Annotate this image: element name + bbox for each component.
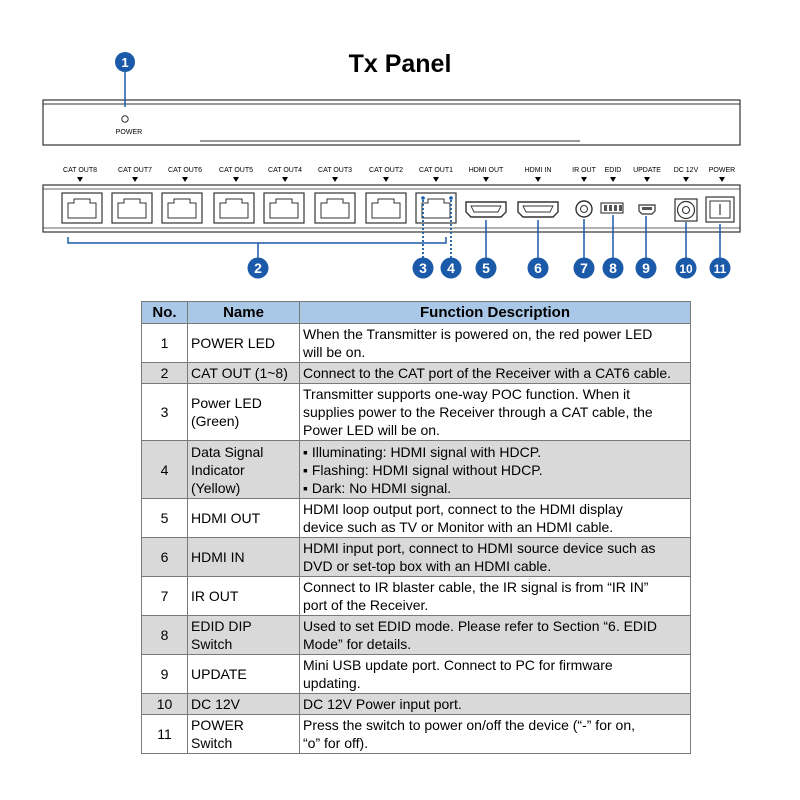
rj45-port-icon	[62, 193, 102, 223]
svg-text:1: 1	[121, 55, 129, 70]
cell-no: 5	[142, 499, 188, 538]
rj45-port-icon	[162, 193, 202, 223]
edid-dip-switch-icon	[601, 203, 623, 213]
power-led-label: POWER	[115, 129, 143, 136]
cell-no: 7	[142, 577, 188, 616]
table-row	[142, 499, 691, 538]
rj45-port-icon	[315, 193, 355, 223]
svg-text:9: 9	[642, 260, 650, 276]
cell-description: HDMI input port, connect to HDMI source device such as DVD or set-top box with an HDMI cable.	[300, 538, 691, 577]
cell-description: Connect to the CAT port of the Receiver with a CAT6 cable.	[300, 363, 691, 384]
down-arrow-icon	[581, 177, 587, 182]
down-arrow-icon	[132, 177, 138, 182]
cell-no: 10	[142, 694, 188, 715]
cell-no: 8	[142, 616, 188, 655]
cell-name: Power LED (Green)	[188, 384, 300, 441]
header-description: Function Description	[300, 302, 691, 324]
svg-text:10: 10	[679, 262, 693, 276]
table-row	[142, 694, 691, 715]
port-label: CAT OUT4	[268, 167, 302, 174]
down-arrow-icon	[332, 177, 338, 182]
cell-name: HDMI IN	[188, 538, 300, 577]
callout-2	[248, 258, 269, 279]
callouts	[248, 258, 731, 279]
svg-text:4: 4	[447, 260, 455, 276]
down-arrow-icon	[719, 177, 725, 182]
down-arrow-icon	[683, 177, 689, 182]
callout-7	[574, 258, 595, 279]
svg-text:2: 2	[254, 260, 262, 276]
table-row	[142, 715, 691, 754]
rj45-port-icon	[366, 193, 406, 223]
svg-text:5: 5	[482, 260, 490, 276]
callout-3	[413, 258, 434, 279]
function-table	[141, 301, 691, 754]
callout-10	[676, 258, 697, 279]
down-arrow-icon	[182, 177, 188, 182]
cell-name: IR OUT	[188, 577, 300, 616]
power-switch-icon	[706, 197, 734, 222]
cell-no: 4	[142, 441, 188, 499]
port-label: DC 12V	[673, 167, 699, 174]
cell-description: When the Transmitter is powered on, the red power LED will be on.	[300, 324, 691, 363]
down-arrow-icon	[610, 177, 616, 182]
port-label: IR OUT	[572, 167, 596, 174]
table-row	[142, 616, 691, 655]
callout-6	[528, 258, 549, 279]
down-arrow-icon	[433, 177, 439, 182]
data-signal-led	[449, 196, 453, 200]
port-labels	[63, 167, 735, 182]
cell-description: Transmitter supports one-way POC function. When it supplies power to the Receiver through a CAT cable, the Power LED will be on.	[300, 384, 691, 441]
svg-text:11: 11	[713, 262, 727, 276]
down-arrow-icon	[383, 177, 389, 182]
panel-title: Tx Panel	[348, 50, 452, 78]
cell-name: HDMI OUT	[188, 499, 300, 538]
cell-no: 6	[142, 538, 188, 577]
rj45-port-icon	[264, 193, 304, 223]
cell-name: CAT OUT (1~8)	[188, 363, 300, 384]
table-row	[142, 384, 691, 441]
dc-jack-icon	[675, 199, 697, 221]
table-row	[142, 324, 691, 363]
down-arrow-icon	[644, 177, 650, 182]
cell-description: HDMI loop output port, connect to the HDMI display device such as TV or Monitor with an HDMI cable.	[300, 499, 691, 538]
cell-name: POWER LED	[188, 324, 300, 363]
cell-no: 11	[142, 715, 188, 754]
cell-no: 3	[142, 384, 188, 441]
cell-description: Connect to IR blaster cable, the IR signal is from “IR IN” port of the Receiver.	[300, 577, 691, 616]
down-arrow-icon	[282, 177, 288, 182]
table-header-row	[142, 302, 691, 324]
callout-1	[115, 52, 135, 72]
cell-description: Mini USB update port. Connect to PC for firmware updating.	[300, 655, 691, 694]
header-no: No.	[142, 302, 188, 324]
port-label: CAT OUT3	[318, 167, 352, 174]
table-row	[142, 363, 691, 384]
table-row	[142, 577, 691, 616]
cell-no: 2	[142, 363, 188, 384]
port-label: CAT OUT5	[219, 167, 253, 174]
mini-usb-port-icon	[639, 205, 655, 214]
power-led	[122, 116, 128, 122]
power-led-green	[421, 196, 425, 200]
panel-diagram	[0, 0, 800, 290]
down-arrow-icon	[483, 177, 489, 182]
callout-9	[636, 258, 657, 279]
ir-jack-icon	[576, 201, 592, 217]
hdmi-port-icon	[466, 202, 506, 217]
down-arrow-icon	[535, 177, 541, 182]
table-row	[142, 655, 691, 694]
port-label: CAT OUT7	[118, 167, 152, 174]
cell-name: POWER Switch	[188, 715, 300, 754]
callout-4	[441, 258, 462, 279]
port-label: UPDATE	[633, 167, 661, 174]
cell-description: DC 12V Power input port.	[300, 694, 691, 715]
table-row	[142, 538, 691, 577]
cell-name: EDID DIP Switch	[188, 616, 300, 655]
port-label: HDMI OUT	[468, 167, 504, 174]
cell-no: 9	[142, 655, 188, 694]
rj45-port-icon	[214, 193, 254, 223]
cell-name: UPDATE	[188, 655, 300, 694]
port-label: CAT OUT8	[63, 167, 97, 174]
port-label: EDID	[604, 167, 622, 174]
port-label: CAT OUT2	[369, 167, 403, 174]
port-label: CAT OUT1	[419, 167, 453, 174]
cell-description: Press the switch to power on/off the device (“-” for on, “o” for off).	[300, 715, 691, 754]
svg-text:8: 8	[609, 260, 617, 276]
svg-text:6: 6	[534, 260, 542, 276]
cell-name: DC 12V	[188, 694, 300, 715]
svg-text:7: 7	[580, 260, 588, 276]
hdmi-port-icon	[518, 202, 558, 217]
cell-name: Data Signal Indicator (Yellow)	[188, 441, 300, 499]
rj45-port-icon	[112, 193, 152, 223]
callout-5	[476, 258, 497, 279]
callout-8	[603, 258, 624, 279]
cell-description: Used to set EDID mode. Please refer to Section “6. EDID Mode” for details.	[300, 616, 691, 655]
table-row	[142, 441, 691, 499]
port-label: POWER	[708, 167, 736, 174]
cell-description: ▪ Illuminating: HDMI signal with HDCP. ▪ Flashing: HDMI signal without HDCP. ▪ Dark: No HDMI signal.	[300, 441, 691, 499]
down-arrow-icon	[77, 177, 83, 182]
front-panel	[43, 52, 740, 145]
port-label: HDMI IN	[524, 167, 552, 174]
cell-no: 1	[142, 324, 188, 363]
down-arrow-icon	[233, 177, 239, 182]
callout-11	[710, 258, 731, 279]
header-name: Name	[188, 302, 300, 324]
port-label: CAT OUT6	[168, 167, 202, 174]
svg-text:3: 3	[419, 260, 427, 276]
